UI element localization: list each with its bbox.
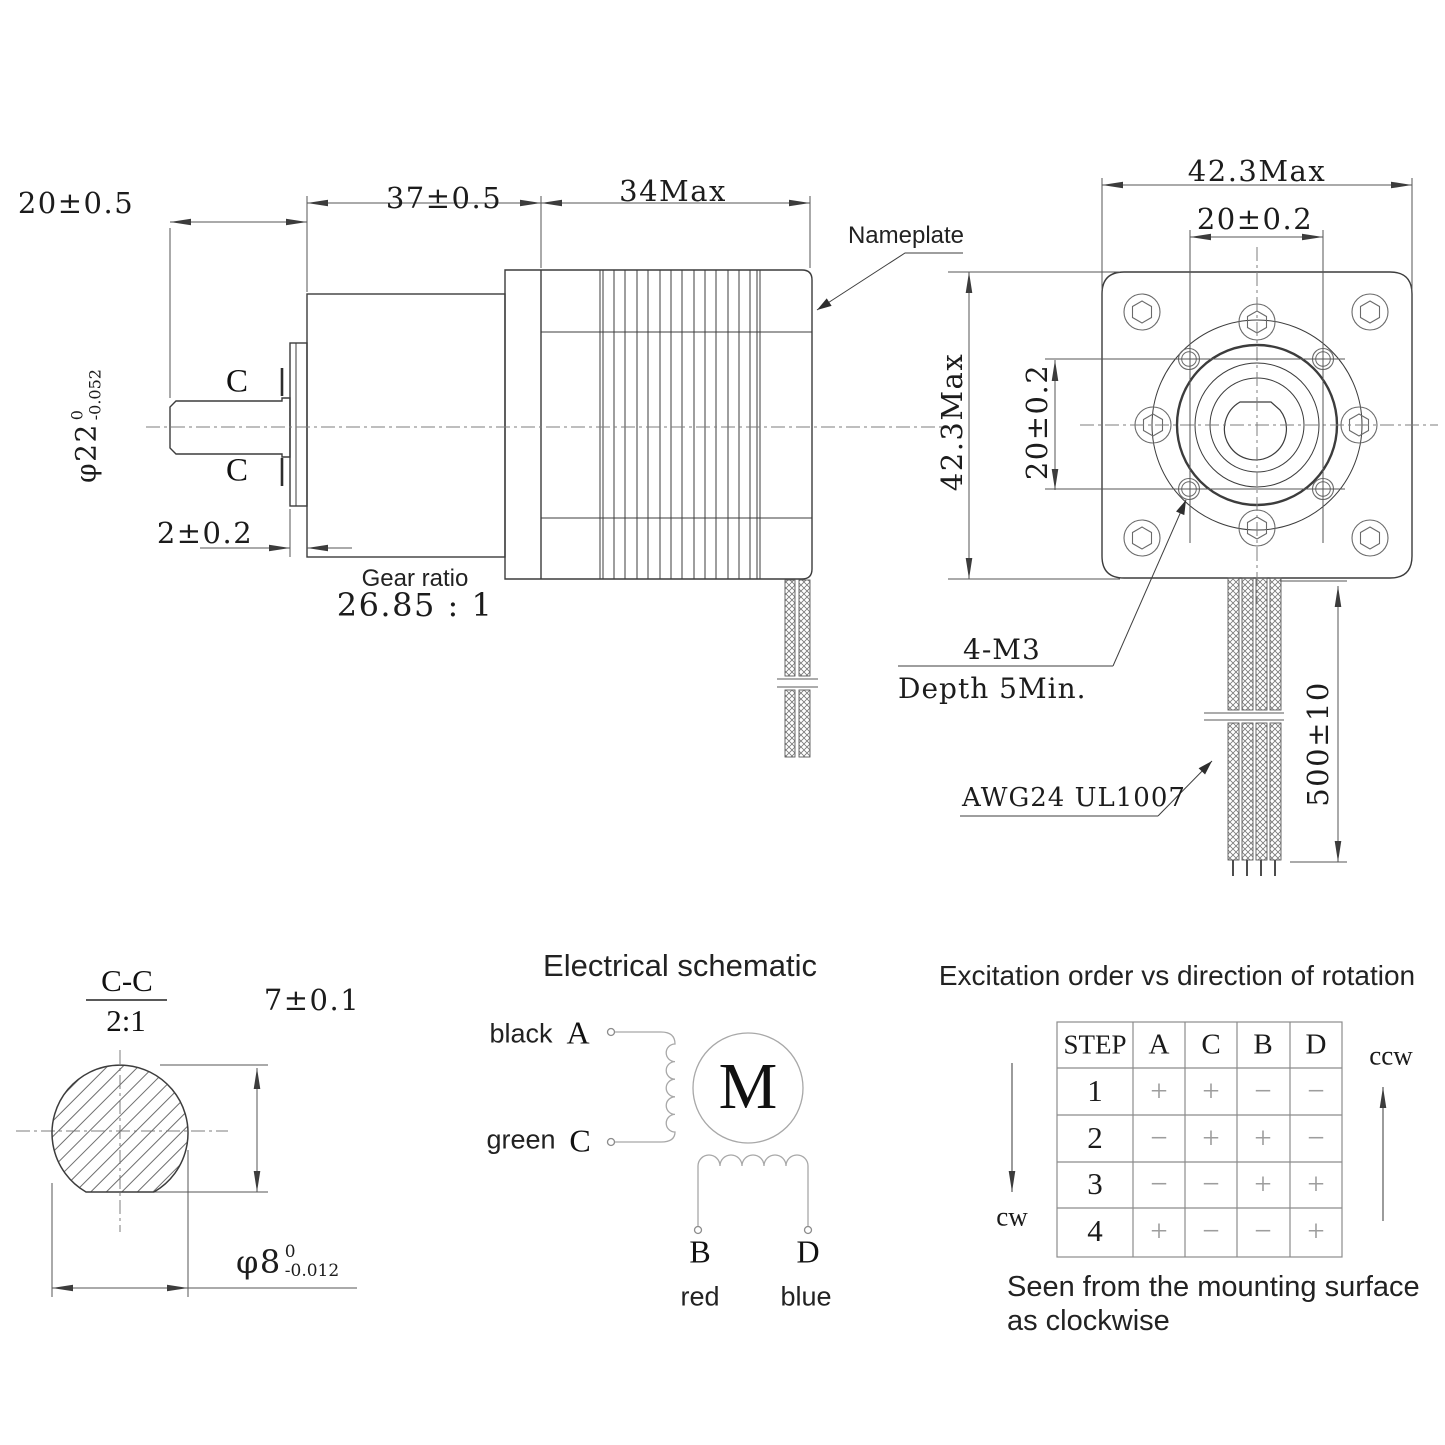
cell-sign: + [1307,1213,1325,1248]
step-4: 4 [1087,1213,1103,1248]
cell-sign: − [1150,1120,1168,1155]
lead-a-color: black [489,1018,553,1049]
terminal-d [805,1227,812,1234]
dim-boss-diameter: φ22 0 -0.052 [67,369,104,483]
leader-lines [817,253,1212,816]
lead-c-letter: C [569,1122,591,1159]
cell-sign: + [1254,1166,1272,1201]
dim-hole-pitch-horizontal: 20±0.2 [1196,202,1314,236]
dim-shaft-diameter: φ8 0 -0.012 [236,1242,340,1281]
dim-flange-width: 42.3Max [1187,154,1327,188]
tolerance-stack: 0 -0.052 [67,369,104,421]
gear-ratio-label: Gear ratio [361,565,469,592]
cell-sign: + [1254,1120,1272,1155]
thread-callout-line2: Depth 5Min. [898,672,1087,705]
tolerance-stack: 0 -0.012 [284,1242,340,1281]
phase-ac-coil [615,1032,675,1142]
step-2: 2 [1087,1120,1103,1155]
motor-body [505,270,812,579]
nameplate-leader [817,253,963,310]
wire-spec-label: AWG24 UL1007 [962,783,1186,813]
col-header-step: STEP [1063,1029,1127,1060]
ccw-label: ccw [1369,1040,1413,1071]
table-title: Excitation order vs direction of rotation [938,960,1416,991]
section-scale: 2:1 [106,1003,146,1038]
dim-boss-thickness: 2±0.2 [156,516,254,550]
table-note-line1: Seen from the mounting surface [1007,1271,1420,1303]
dim-shaft-flat: 7±0.1 [263,983,361,1017]
cell-sign: + [1150,1073,1168,1108]
nameplate-label: Nameplate [847,222,965,249]
terminal-a [608,1029,615,1036]
gear-ratio-value: 26.85 : 1 [336,586,494,624]
col-header-d: D [1305,1028,1327,1061]
lead-d-color: blue [780,1281,832,1312]
lead-a-letter: A [566,1014,590,1051]
shaft-d-profile [1224,402,1286,460]
terminal-b [695,1227,702,1234]
cell-sign: + [1202,1120,1220,1155]
dim-flange-height: 42.3Max [935,352,969,492]
cw-label: cw [996,1201,1028,1232]
dim-hole-pitch-vertical: 20±0.2 [1020,363,1054,481]
section-letter-lower: C [225,452,249,489]
terminal-c [608,1139,615,1146]
cell-sign: − [1307,1120,1325,1155]
step-1: 1 [1087,1073,1103,1108]
schematic-title: Electrical schematic [543,948,817,983]
cell-sign: − [1202,1166,1220,1201]
dim-motor-length: 34Max [619,174,727,208]
shaft-section [52,1065,188,1192]
step-3: 3 [1087,1166,1103,1201]
lead-b-letter: B [689,1233,711,1270]
cell-sign: − [1307,1073,1325,1108]
lead-d-letter: D [796,1233,820,1270]
cell-sign: − [1150,1166,1168,1201]
cell-sign: + [1150,1213,1168,1248]
thread-callout-line1: 4-M3 [963,633,1041,666]
table-note-line2: as clockwise [1007,1305,1170,1337]
lead-c-color: green [486,1124,556,1155]
schematic-graphics [608,1029,812,1234]
side-lead-wires [777,580,818,757]
cell-sign: + [1307,1166,1325,1201]
m3-leader [1113,500,1186,666]
gearbox-body [307,294,505,557]
front-lead-wires [1204,578,1284,876]
bare-wire-tips [1233,860,1275,876]
pilot-boss [290,343,307,506]
col-header-c: C [1201,1028,1221,1061]
rotation-arrows [1012,1063,1383,1221]
cell-sign: + [1202,1073,1220,1108]
dim-shaft-length: 20±0.5 [17,186,135,220]
phase-bd-coil [698,1155,808,1226]
dim-wire-length: 500±10 [1301,681,1335,807]
section-letter-upper: C [225,363,249,400]
cell-sign: − [1254,1213,1272,1248]
side-view [170,270,818,757]
section-title: C-C [101,963,153,998]
motor-symbol: M [718,1050,778,1123]
dim-gearbox-length: 37±0.5 [385,181,503,215]
col-header-b: B [1253,1028,1273,1061]
motor-ribs [600,270,760,579]
cell-sign: − [1202,1213,1220,1248]
cell-sign: − [1254,1073,1272,1108]
col-header-a: A [1148,1028,1170,1061]
lead-b-color: red [680,1281,720,1312]
